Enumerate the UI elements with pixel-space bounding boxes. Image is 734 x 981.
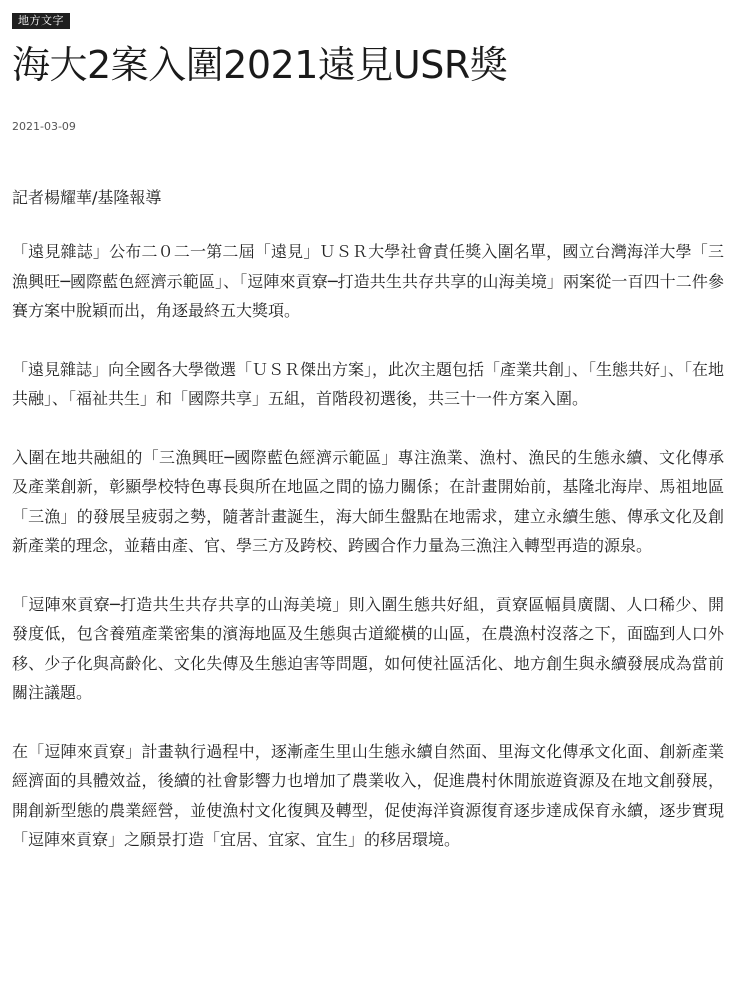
paragraph-2: 「遠見雜誌」向全國各大學徵選「ＵＳＲ傑出方案」，此次主題包括「產業共創」、「生態共好」、「在地共融」、「福祉共生」和「國際共享」五組，首階段初選後，共三十一件方案入圍。 [12, 359, 725, 408]
publish-date: 2021-03-09 [12, 120, 76, 133]
article-container [12, 9, 724, 855]
paragraph-4: 「逗陣來貢寮─打造共生共存共享的山海美境」則入圍生態共好組，貢寮區幅員廣闊、人口稀少、開發度低，包含養殖產業密集的濱海地區及生態與古道縱橫的山區，在農漁村沒落之下，面臨到人口外移、少子化與高齡化、文化失傳及生態迫害等問題，如何使社區活化、地方創生與永續發展成為當前關注議題。 [12, 594, 724, 702]
category-tag[interactable]: 地方文字 [12, 13, 70, 29]
article-title: 海大2案入圍2021遠見USR獎 [12, 43, 508, 87]
paragraph-3: 入圍在地共融組的「三漁興旺─國際藍色經濟示範區」專注漁業、漁村、漁民的生態永續、文化傳承及產業創新，彰顯學校特色專長與所在地區之間的協力關係；在計畫開始前，基隆北海岸、馬祖地區「三漁」的發展呈疲弱之勢，隨著計畫誕生，海大師生盤點在地需求，建立永續生態、傳承文化及創新產業的理念，並藉由產、官、學三方及跨校、跨國合作力量為三漁注入轉型再造的源泉。 [12, 447, 724, 555]
paragraph-5: 在「逗陣來貢寮」計畫執行過程中，逐漸產生里山生態永續自然面、里海文化傳承文化面、創新產業經濟面的具體效益，後續的社會影響力也增加了農業收入，促進農村休閒旅遊資源及在地文創發展，開創新型態的農業經營，並使漁村文化復興及轉型，促使海洋資源復育逐步達成保育永續，逐步實現「逗陣來貢寮」之願景打造「宜居、宜家、宜生」的移居環境。 [12, 741, 724, 849]
paragraph-1: 「遠見雜誌」公布二０二一第二屆「遠見」ＵＳＲ大學社會責任獎入圍名單，國立台灣海洋大學「三漁興旺─國際藍色經濟示範區」、「逗陣來貢寮─打造共生共存共享的山海美境」兩案從一百四十二件參賽方案中脫穎而出，角逐最終五大獎項。 [12, 242, 724, 320]
byline: 記者楊耀華/基隆報導 [12, 188, 162, 207]
